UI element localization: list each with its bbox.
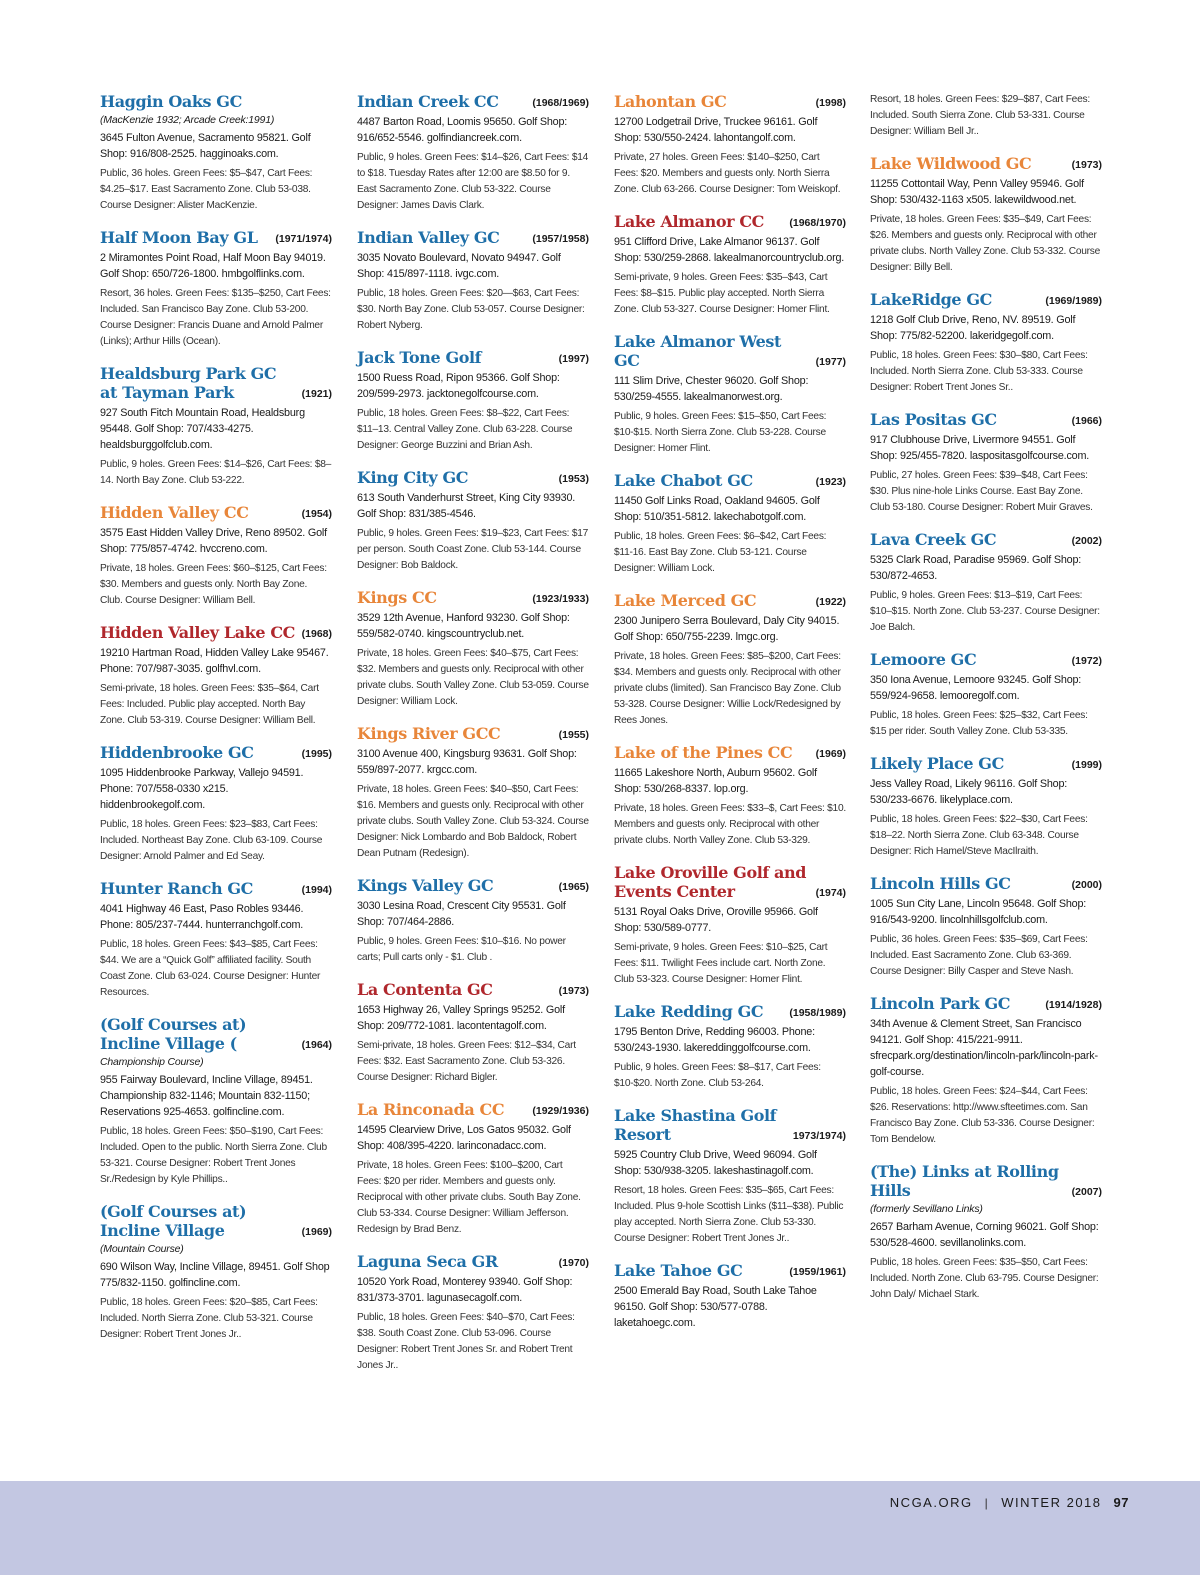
course-name: Lake Chabot GC	[614, 471, 753, 490]
course-entry	[100, 1202, 332, 1343]
course-entry	[870, 1162, 1102, 1303]
course-address: 2500 Emerald Bay Road, South Lake Tahoe 96150. Golf Shop: 530/577-0788. laketahoegc.com.	[614, 1285, 817, 1329]
course-description: Public, 9 holes. Green Fees: $10–$16. No power carts; Pull carts only - $1. Club .	[357, 936, 566, 963]
column-1	[100, 92, 332, 1357]
course-description: Public, 9 holes. Green Fees: $14–$26, Cart Fees: $14 to $18. Tuesday Rates after 12:00 are $8.50 for 9. East Sacramento Zone. Club 53-322. Course Designer: James Davis Clark.	[357, 152, 589, 211]
course-entry	[357, 980, 589, 1086]
course-year: (1923/1933)	[532, 593, 589, 605]
course-description: Public, 18 holes. Green Fees: $24–$44, Cart Fees: $26. Reservations: http://www.sfteetimes.com. San Francisco Bay Zone. Club 53-336. Course Designer: Tom Bendelow.	[870, 1086, 1095, 1145]
course-name: Lake Almanor CC	[614, 212, 765, 231]
course-name: Lake Oroville Golf and Events Center	[614, 863, 807, 901]
course-heading	[614, 332, 846, 370]
course-name: Indian Creek CC	[357, 92, 499, 111]
course-name: Lava Creek GC	[870, 530, 997, 549]
course-year: (2007)	[1071, 1186, 1102, 1198]
course-description: Private, 18 holes. Green Fees: $40–$50, Cart Fees: $16. Members and guests only. Reciprocal with other private clubs. South Valley Zone. Club 53-324. Course Designer: Nick Lombardo and Bob Baldock, Robert Dean Putnam (Redesign).	[357, 784, 589, 859]
course-name: (Golf Courses at) Incline Village (	[100, 1015, 247, 1053]
course-year: (1955)	[558, 729, 589, 741]
course-entry	[100, 1015, 332, 1188]
course-heading	[100, 743, 332, 762]
course-year: (1959/1961)	[789, 1266, 846, 1278]
course-heading	[100, 623, 332, 642]
course-name: Healdsburg Park GC at Tayman Park	[100, 364, 277, 402]
course-year: (2000)	[1071, 879, 1102, 891]
course-heading	[357, 92, 589, 111]
course-name: Jack Tone Golf	[357, 348, 482, 367]
course-entry	[614, 591, 846, 729]
course-entry	[614, 863, 846, 988]
course-year: (1970)	[558, 1257, 589, 1269]
course-name: Lake Tahoe GC	[614, 1261, 743, 1280]
course-entry	[870, 154, 1102, 276]
course-heading	[357, 724, 589, 743]
course-address: 3035 Novato Boulevard, Novato 94947. Golf Shop: 415/897-1118. ivgc.com.	[357, 252, 561, 280]
course-heading	[357, 1100, 589, 1119]
course-entry	[357, 588, 589, 710]
course-entry	[870, 290, 1102, 396]
course-address: 1095 Hiddenbrooke Parkway, Vallejo 94591. Phone: 707/558-0330 x215. hiddenbrookegolf.com.	[100, 767, 304, 811]
course-address: 2300 Junipero Serra Boulevard, Daly City 94015. Golf Shop: 650/755-2239. lmgc.org.	[614, 615, 840, 643]
course-address: 1795 Benton Drive, Redding 96003. Phone: 530/243-1930. lakereddinggolfcourse.com.	[614, 1026, 815, 1054]
course-name: Hiddenbrooke GC	[100, 743, 254, 762]
course-heading	[870, 994, 1102, 1013]
course-subtitle: (Mountain Course)	[100, 1243, 184, 1255]
course-name: Lake Wildwood GC	[870, 154, 1032, 173]
course-description: Public, 18 holes. Green Fees: $40–$70, Cart Fees: $38. South Coast Zone. Club 53-096. Course Designer: Robert Trent Jones Sr. and Robert Trent Jones Jr..	[357, 1312, 575, 1371]
course-subtitle: Championship Course)	[100, 1056, 204, 1068]
course-name: (Golf Courses at) Incline Village	[100, 1202, 247, 1240]
course-description: Public, 9 holes. Green Fees: $14–$26, Cart Fees: $8–14. North Bay Zone. Club 53-222.	[100, 459, 332, 486]
course-entry	[100, 743, 332, 865]
course-name: LakeRidge GC	[870, 290, 992, 309]
course-description: Public, 9 holes. Green Fees: $15–$50, Cart Fees: $10-$15. North Sierra Zone. Club 53-228. Course Designer: Homer Flint.	[614, 411, 827, 454]
column-2	[357, 92, 589, 1388]
course-heading	[100, 228, 332, 247]
course-name: Lemoore GC	[870, 650, 977, 669]
course-name: Kings Valley GC	[357, 876, 494, 895]
course-heading	[100, 1202, 332, 1240]
course-year: (2002)	[1071, 535, 1102, 547]
course-address: 1500 Ruess Road, Ripon 95366. Golf Shop: 209/599-2973. jacktonegolfcourse.com.	[357, 372, 560, 400]
course-name: Hidden Valley Lake CC	[100, 623, 295, 642]
course-year: (1977)	[815, 356, 846, 368]
course-year: (1971/1974)	[275, 233, 332, 245]
course-address: 1005 Sun City Lane, Lincoln 95648. Golf Shop: 916/543-9200. lincolnhillsgolfclub.com.	[870, 898, 1087, 926]
course-description: Private, 18 holes. Green Fees: $60–$125, Cart Fees: $30. Members and guests only. North Bay Zone. Club. Course Designer: William Bell.	[100, 563, 327, 606]
course-name: Lake Shastina Golf Resort	[614, 1106, 777, 1144]
course-year: (1968/1970)	[789, 217, 846, 229]
course-year: (1973)	[1071, 159, 1102, 171]
course-heading	[614, 92, 846, 111]
course-year: (1965)	[558, 881, 589, 893]
course-address: 10520 York Road, Monterey 93940. Golf Shop: 831/373-3701. lagunasecagolf.com.	[357, 1276, 573, 1304]
course-address: 5925 Country Club Drive, Weed 96094. Golf Shop: 530/938-3205. lakeshastinagolf.com.	[614, 1149, 817, 1177]
course-description: Private, 18 holes. Green Fees: $100–$200, Cart Fees: $20 per rider. Members and guests only. Reciprocal with other private clubs. South Bay Zone. Club 53-334. Course Designer: William Jefferson. Redesign by Brad Benz.	[357, 1160, 581, 1235]
course-heading	[100, 503, 332, 522]
course-entry	[614, 212, 846, 318]
course-heading	[870, 650, 1102, 669]
footer-issue: WINTER 2018	[1001, 1495, 1102, 1510]
course-description: Public, 18 holes. Green Fees: $6–$42, Cart Fees: $11-16. East Bay Zone. Club 53-121. Course Designer: William Lock.	[614, 531, 827, 574]
course-entry	[614, 1106, 846, 1247]
course-entry	[100, 503, 332, 609]
course-year: (1969)	[301, 1226, 332, 1238]
course-entry	[614, 1002, 846, 1092]
course-heading	[357, 980, 589, 999]
course-year: (1957/1958)	[532, 233, 589, 245]
course-entry	[614, 332, 846, 457]
course-year: (1969/1989)	[1045, 295, 1102, 307]
course-address: 11450 Golf Links Road, Oakland 94605. Golf Shop: 510/351-5812. lakechabotgolf.com.	[614, 495, 820, 523]
course-description: Semi-private, 9 holes. Green Fees: $10–$25, Cart Fees: $11. Twilight Fees include cart. North Zone. Club 53-323. Course Designer: Homer Flint.	[614, 942, 828, 985]
course-year: (1968)	[301, 628, 332, 640]
course-year: (1964)	[301, 1039, 332, 1051]
course-address: 4041 Highway 46 East, Paso Robles 93446. Phone: 805/237-7444. hunterranchgolf.com.	[100, 903, 304, 931]
course-entry	[357, 1100, 589, 1238]
course-entry	[100, 364, 332, 489]
course-description: Semi-private, 18 holes. Green Fees: $12–$34, Cart Fees: $32. East Sacramento Zone. Club 53-326. Course Designer: Richard Bigler.	[357, 1040, 576, 1083]
course-description: Private, 18 holes. Green Fees: $85–$200, Cart Fees: $34. Members and guests only. Reciprocal with other private clubs (limited). San Francisco Bay Zone. Club 53-328. Course Designer: Willie Lock/Redesigned by Rees Jones.	[614, 651, 841, 726]
course-entry	[614, 1261, 846, 1331]
course-description: Public, 9 holes. Green Fees: $13–$19, Cart Fees: $10–$15. North Zone. Club 53-237. Course Designer: Joe Balch.	[870, 590, 1100, 633]
course-address: 11255 Cottontail Way, Penn Valley 95946. Golf Shop: 530/432-1163 x505. lakewildwood.net.	[870, 178, 1084, 206]
course-description: Private, 18 holes. Green Fees: $40–$75, Cart Fees: $32. Members and guests only. Reciprocal with other private clubs. South Valley Zone. Club 53-059. Course Designer: William Lock.	[357, 648, 589, 707]
course-description: Public, 36 holes. Green Fees: $35–$69, Cart Fees: Included. East Sacramento Zone. Club 63-369. Course Designer: Billy Casper and Steve Nash.	[870, 934, 1088, 977]
course-entry	[614, 471, 846, 577]
course-description: Resort, 18 holes. Green Fees: $35–$65, Cart Fees: Included. Plus 9-hole Scottish Links ($11–$38). Public play accepted. North Sierra Zone. Club 53-330. Course Designer: Robert Trent Jones Jr..	[614, 1185, 844, 1244]
course-address: 951 Clifford Drive, Lake Almanor 96137. Golf Shop: 530/259-2868. lakealmanorcountryclub.org.	[614, 236, 845, 264]
course-year: (1974)	[815, 887, 846, 899]
course-name: Lincoln Hills GC	[870, 874, 1011, 893]
course-heading	[357, 876, 589, 895]
course-address: 12700 Lodgetrail Drive, Truckee 96161. Golf Shop: 530/550-2424. lahontangolf.com.	[614, 116, 818, 144]
course-name: Kings CC	[357, 588, 437, 607]
course-address: 955 Fairway Boulevard, Incline Village, 89451. Championship 832-1146; Mountain 832-1150; Reservations 925-4653. golfincline.com.	[100, 1074, 313, 1118]
course-year: (1994)	[301, 884, 332, 896]
course-year: 1973/1974)	[792, 1130, 846, 1142]
course-year: (1972)	[1071, 655, 1102, 667]
course-description: Public, 18 holes. Green Fees: $25–$32, Cart Fees: $15 per rider. South Valley Zone. Club 53-335.	[870, 710, 1088, 737]
course-entry	[357, 468, 589, 574]
course-heading	[870, 410, 1102, 429]
course-entry	[870, 754, 1102, 860]
course-year: (1997)	[558, 353, 589, 365]
course-heading	[614, 591, 846, 610]
course-entry	[870, 530, 1102, 636]
course-heading	[357, 1252, 589, 1271]
course-address: 4487 Barton Road, Loomis 95650. Golf Shop: 916/652-5546. golfindiancreek.com.	[357, 116, 568, 144]
course-description: Public, 18 holes. Green Fees: $20—$63, Cart Fees: $30. North Bay Zone. Club 53-057. Course Designer: Robert Nyberg.	[357, 288, 585, 331]
course-address: 3100 Avenue 400, Kingsburg 93631. Golf Shop: 559/897-2077. krgcc.com.	[357, 748, 577, 776]
course-address: 14595 Clearview Drive, Los Gatos 95032. Golf Shop: 408/395-4220. larinconadacc.com.	[357, 1124, 571, 1152]
course-description: Public, 18 holes. Green Fees: $43–$85, Cart Fees: $44. We are a “Quick Golf” affiliated facility. South Coast Zone. Club 63-024. Course Designer: Hunter Resources.	[100, 939, 321, 998]
course-address: 613 South Vanderhurst Street, King City 93930. Golf Shop: 831/385-4546.	[357, 492, 576, 520]
course-address: 350 Iona Avenue, Lemoore 93245. Golf Shop: 559/924-9658. lemooregolf.com.	[870, 674, 1082, 702]
course-entry	[357, 876, 589, 966]
course-heading	[100, 879, 332, 898]
course-name: King City GC	[357, 468, 469, 487]
course-description: Public, 9 holes. Green Fees: $8–$17, Cart Fees: $10-$20. North Zone. Club 53-264.	[614, 1062, 821, 1089]
course-entry	[100, 92, 332, 214]
course-heading	[870, 530, 1102, 549]
course-entry	[614, 743, 846, 849]
course-address: 19210 Hartman Road, Hidden Valley Lake 95467. Phone: 707/987-3035. golfhvl.com.	[100, 647, 329, 675]
course-year: (1969)	[815, 748, 846, 760]
course-description: Semi-private, 18 holes. Green Fees: $35–$64, Cart Fees: Included. Public play accepted. North Bay Zone. Club 53-319. Course Designer: William Bell.	[100, 683, 319, 726]
course-entry	[870, 92, 1102, 140]
course-name: Haggin Oaks GC	[100, 92, 242, 111]
course-description: Public, 36 holes. Green Fees: $5–$47, Cart Fees: $4.25–$17. East Sacramento Zone. Club 53-038. Course Designer: Alister MacKenzie.	[100, 168, 313, 211]
course-entry	[100, 228, 332, 350]
course-heading	[357, 348, 589, 367]
course-entry	[870, 650, 1102, 740]
course-heading	[614, 743, 846, 762]
course-name: Lahontan GC	[614, 92, 727, 111]
course-year: (1995)	[301, 748, 332, 760]
course-address: 3645 Fulton Avenue, Sacramento 95821. Golf Shop: 916/808-2525. hagginoaks.com.	[100, 132, 311, 160]
course-name: Hidden Valley CC	[100, 503, 249, 522]
course-subtitle: (MacKenzie 1932; Arcade Creek:1991)	[100, 114, 275, 126]
footer-site: NCGA.ORG	[889, 1495, 973, 1510]
course-address: 927 South Fitch Mountain Road, Healdsburg 95448. Golf Shop: 707/433-4275. healdsburggolfclub.com.	[100, 407, 305, 451]
course-address: 690 Wilson Way, Incline Village, 89451. Golf Shop 775/832-1150. golfincline.com.	[100, 1261, 330, 1289]
course-name: Las Positas GC	[870, 410, 997, 429]
course-entry	[870, 410, 1102, 516]
course-heading	[614, 1106, 846, 1144]
course-name: La Rinconada CC	[357, 1100, 505, 1119]
course-heading	[100, 92, 332, 111]
course-name: Lake Almanor West GC	[614, 332, 781, 370]
course-heading	[614, 212, 846, 231]
course-name: Lake Redding GC	[614, 1002, 764, 1021]
course-heading	[100, 364, 332, 402]
course-name: Kings River GCC	[357, 724, 501, 743]
course-name: La Contenta GC	[357, 980, 493, 999]
course-heading	[870, 154, 1102, 173]
course-address: 11665 Lakeshore North, Auburn 95602. Golf Shop: 530/268-8337. lop.org.	[614, 767, 817, 795]
course-description: Resort, 36 holes. Green Fees: $135–$250, Cart Fees: Included. San Francisco Bay Zone. Club 53-200. Course Designer: Francis Duane and Arnold Palmer (Links); Arthur Hills (Ocean).	[100, 288, 331, 347]
course-address: 34th Avenue & Clement Street, San Francisco 94121. Golf Shop: 415/221-9911. sfrecpark.org/destination/lincoln-park/lincoln-park-golf-course.	[870, 1018, 1098, 1078]
course-entry	[357, 92, 589, 214]
page-footer	[0, 1481, 1200, 1575]
course-year: (1954)	[301, 508, 332, 520]
course-address: 3575 East Hidden Valley Drive, Reno 89502. Golf Shop: 775/857-4742. hvccreno.com.	[100, 527, 327, 555]
course-description: Resort, 18 holes. Green Fees: $29–$87, Cart Fees: Included. South Sierra Zone. Club 53-331. Course Designer: William Bell Jr..	[870, 94, 1090, 137]
course-address: 5325 Clark Road, Paradise 95969. Golf Shop: 530/872-4653.	[870, 554, 1082, 582]
course-heading	[357, 588, 589, 607]
course-entry	[870, 874, 1102, 980]
course-entry	[357, 724, 589, 862]
course-entry	[100, 879, 332, 1001]
course-address: 3529 12th Avenue, Hanford 93230. Golf Shop: 559/582-0740. kingscountryclub.net.	[357, 612, 570, 640]
course-year: (1968/1969)	[532, 97, 589, 109]
course-heading	[870, 754, 1102, 773]
course-name: Lake of the Pines CC	[614, 743, 793, 762]
course-name: (The) Links at Rolling Hills	[870, 1162, 1059, 1200]
course-subtitle: (formerly Sevillano Links)	[870, 1203, 983, 1215]
course-heading	[614, 863, 846, 901]
course-entry	[100, 623, 332, 729]
course-name: Lincoln Park GC	[870, 994, 1011, 1013]
course-year: (1999)	[1071, 759, 1102, 771]
course-address: 1218 Golf Club Drive, Reno, NV. 89519. Golf Shop: 775/82-52200. lakeridgegolf.com.	[870, 314, 1076, 342]
course-address: 1653 Highway 26, Valley Springs 95252. Golf Shop: 209/772-1081. lacontentagolf.com.	[357, 1004, 565, 1032]
course-heading	[870, 874, 1102, 893]
course-entry	[870, 994, 1102, 1148]
course-year: (1966)	[1071, 415, 1102, 427]
course-address: 5131 Royal Oaks Drive, Oroville 95966. Golf Shop: 530/589-0777.	[614, 906, 818, 934]
course-heading	[357, 228, 589, 247]
course-address: Jess Valley Road, Likely 96116. Golf Shop: 530/233-6676. likelyplace.com.	[870, 778, 1068, 806]
course-year: (1914/1928)	[1045, 999, 1102, 1011]
course-heading	[614, 1261, 846, 1280]
course-year: (1958/1989)	[789, 1007, 846, 1019]
course-year: (1929/1936)	[532, 1105, 589, 1117]
course-year: (1973)	[558, 985, 589, 997]
course-address: 2 Miramontes Point Road, Half Moon Bay 94019. Golf Shop: 650/726-1800. hmbgolflinks.com.	[100, 252, 326, 280]
course-entry	[357, 348, 589, 454]
page-number: 97	[1113, 1495, 1129, 1510]
course-year: (1923)	[815, 476, 846, 488]
course-year: (1953)	[558, 473, 589, 485]
course-heading	[870, 1162, 1102, 1200]
course-description: Public, 18 holes. Green Fees: $50–$190, Cart Fees: Included. Open to the public. North Sierra Zone. Club 53-321. Course Designer: Robert Trent Jones Sr./Redesign by Kyle Phillips..	[100, 1126, 327, 1185]
course-description: Public, 18 holes. Green Fees: $8–$22, Cart Fees: $11–13. Central Valley Zone. Club 63-228. Course Designer: George Buzzini and Brian Ash.	[357, 408, 573, 451]
column-4	[870, 92, 1102, 1317]
course-description: Public, 18 holes. Green Fees: $23–$83, Cart Fees: Included. Northeast Bay Zone. Club 63-109. Course Designer: Arnold Palmer and Ed Seay.	[100, 819, 323, 862]
course-address: 111 Slim Drive, Chester 96020. Golf Shop: 530/259-4555. lakealmanorwest.org.	[614, 375, 809, 403]
course-description: Private, 27 holes. Green Fees: $140–$250, Cart Fees: $20. Members and guests only. North Sierra Zone. Club 63-266. Course Designer: Tom Weiskopf.	[614, 152, 841, 195]
course-year: (1998)	[815, 97, 846, 109]
course-description: Public, 9 holes. Green Fees: $19–$23, Cart Fees: $17 per person. South Coast Zone. Club 53-144. Course Designer: Bob Baldock.	[357, 528, 589, 571]
course-address: 3030 Lesina Road, Crescent City 95531. Golf Shop: 707/464-2886.	[357, 900, 566, 928]
course-heading	[614, 1002, 846, 1021]
course-description: Private, 18 holes. Green Fees: $33–$, Cart Fees: $10. Members and guests only. Reciprocal with other private clubs. North Valley Zone. Club 53-329.	[614, 803, 846, 846]
course-address: 2657 Barham Avenue, Corning 96021. Golf Shop: 530/528-4600. sevillanolinks.com.	[870, 1221, 1099, 1249]
course-address: 917 Clubhouse Drive, Livermore 94551. Golf Shop: 925/455-7820. laspositasgolfcourse.com.	[870, 434, 1090, 462]
course-description: Semi-private, 9 holes. Green Fees: $35–$43, Cart Fees: $8–$15. Public play accepted. North Sierra Zone. Club 53-327. Course Designer: Homer Flint.	[614, 272, 830, 315]
course-year: (1921)	[301, 388, 332, 400]
course-description: Public, 18 holes. Green Fees: $20–$85, Cart Fees: Included. North Sierra Zone. Club 53-321. Course Designer: Robert Trent Jones Jr..	[100, 1297, 318, 1340]
course-name: Hunter Ranch GC	[100, 879, 253, 898]
course-heading	[870, 290, 1102, 309]
course-heading	[357, 468, 589, 487]
course-entry	[614, 92, 846, 198]
column-3	[614, 92, 846, 1345]
course-description: Public, 18 holes. Green Fees: $35–$50, Cart Fees: Included. North Zone. Club 63-795. Course Designer: John Daly/ Michael Stark.	[870, 1257, 1099, 1300]
course-name: Likely Place GC	[870, 754, 1004, 773]
course-name: Half Moon Bay GL	[100, 228, 258, 247]
footer-text	[890, 1495, 1129, 1510]
course-description: Private, 18 holes. Green Fees: $35–$49, Cart Fees: $26. Members and guests only. Reciprocal with other private clubs. North Valley Zone. Club 53-332. Course Designer: Billy Bell.	[870, 214, 1101, 273]
course-entry	[357, 228, 589, 334]
course-entry	[357, 1252, 589, 1374]
course-description: Public, 18 holes. Green Fees: $22–$30, Cart Fees: $18–22. North Sierra Zone. Club 63-348. Course Designer: Rich Hamel/Steve MacIlraith.	[870, 814, 1088, 857]
course-year: (1922)	[815, 596, 846, 608]
course-name: Indian Valley GC	[357, 228, 500, 247]
course-description: Public, 18 holes. Green Fees: $30–$80, Cart Fees: Included. North Sierra Zone. Club 53-333. Course Designer: Robert Trent Jones Sr..	[870, 350, 1088, 393]
course-name: Laguna Seca GR	[357, 1252, 498, 1271]
course-heading	[100, 1015, 332, 1053]
course-heading	[614, 471, 846, 490]
course-name: Lake Merced GC	[614, 591, 757, 610]
footer-separator: |	[984, 1495, 990, 1510]
course-description: Public, 27 holes. Green Fees: $39–$48, Cart Fees: $30. Plus nine-hole Links Course. East Bay Zone. Club 53-180. Course Designer: Robert Muir Graves.	[870, 470, 1093, 513]
